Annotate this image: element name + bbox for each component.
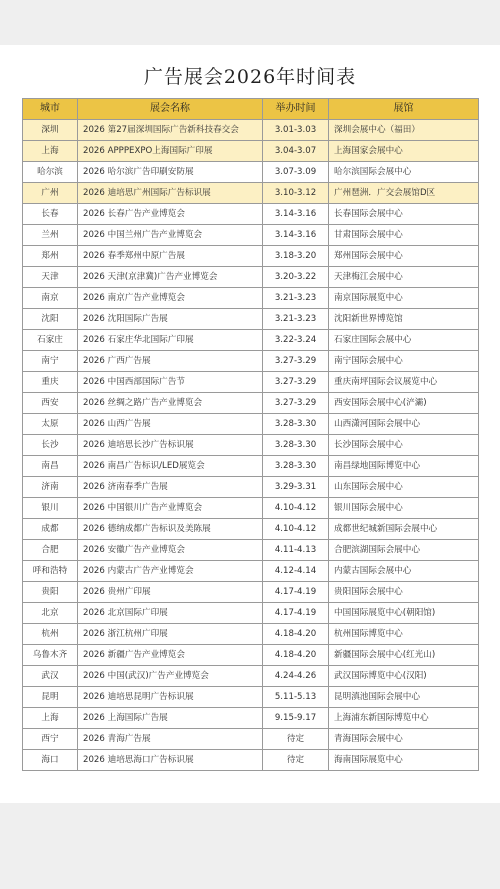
cell-venue: 长春国际会展中心 [329,204,479,225]
cell-city: 天津 [23,267,78,288]
cell-venue: 贵阳国际会展中心 [329,582,479,603]
cell-venue: 甘肃国际会展中心 [329,225,479,246]
cell-venue: 山西潇河国际会展中心 [329,414,479,435]
cell-city: 北京 [23,603,78,624]
table-row [23,393,479,414]
cell-venue: 青海国际会展中心 [329,729,479,750]
table-row [23,246,479,267]
cell-exhibition-name: 2026 广西广告展 [78,351,263,372]
cell-city: 石家庄 [23,330,78,351]
cell-exhibition-name: 2026 春季郑州中原广告展 [78,246,263,267]
cell-city: 成都 [23,519,78,540]
cell-venue: 西安国际会展中心(浐灞) [329,393,479,414]
table-row [23,120,479,141]
header-venue: 展馆 [329,99,479,120]
cell-venue: 海南国际展览中心 [329,750,479,771]
cell-exhibition-name: 2026 中国西部国际广告节 [78,372,263,393]
table-row [23,666,479,687]
cell-venue: 新疆国际会展中心(红光山) [329,645,479,666]
cell-exhibition-name: 2026 迪培思长沙广告标识展 [78,435,263,456]
cell-date: 3.29-3.31 [263,477,329,498]
table-row [23,267,479,288]
cell-exhibition-name: 2026 中国银川广告产业博览会 [78,498,263,519]
cell-city: 武汉 [23,666,78,687]
table-row [23,162,479,183]
table-row [23,477,479,498]
cell-city: 长沙 [23,435,78,456]
cell-exhibition-name: 2026 上海国际广告展 [78,708,263,729]
cell-venue: 银川国际会展中心 [329,498,479,519]
cell-venue: 中国国际展览中心(朝阳馆) [329,603,479,624]
table-row [23,330,479,351]
cell-date: 待定 [263,729,329,750]
cell-date: 4.10-4.12 [263,519,329,540]
cell-exhibition-name: 2026 丝绸之路广告产业博览会 [78,393,263,414]
table-row [23,603,479,624]
document-page [0,45,500,803]
cell-date: 3.28-3.30 [263,456,329,477]
cell-date: 9.15-9.17 [263,708,329,729]
cell-date: 4.17-4.19 [263,603,329,624]
cell-exhibition-name: 2026 内蒙古广告产业博览会 [78,561,263,582]
cell-venue: 长沙国际会展中心 [329,435,479,456]
cell-city: 哈尔滨 [23,162,78,183]
cell-city: 乌鲁木齐 [23,645,78,666]
cell-date: 待定 [263,750,329,771]
cell-date: 3.01-3.03 [263,120,329,141]
cell-date: 4.18-4.20 [263,624,329,645]
table-row [23,141,479,162]
cell-date: 3.14-3.16 [263,204,329,225]
cell-venue: 沈阳新世界博览馆 [329,309,479,330]
cell-venue: 广州琶洲．广交会展馆D区 [329,183,479,204]
table-row [23,687,479,708]
header-date: 举办时间 [263,99,329,120]
cell-city: 重庆 [23,372,78,393]
cell-city: 沈阳 [23,309,78,330]
cell-city: 南京 [23,288,78,309]
cell-city: 呼和浩特 [23,561,78,582]
cell-exhibition-name: 2026 安徽广告产业博览会 [78,540,263,561]
cell-exhibition-name: 2026 APPPEXPO上海国际广印展 [78,141,263,162]
cell-city: 西安 [23,393,78,414]
cell-city: 南昌 [23,456,78,477]
cell-exhibition-name: 2026 长春广告产业博览会 [78,204,263,225]
header-exhibition-name: 展会名称 [78,99,263,120]
cell-date: 4.10-4.12 [263,498,329,519]
cell-date: 3.28-3.30 [263,414,329,435]
cell-date: 4.18-4.20 [263,645,329,666]
schedule-table [22,98,479,771]
cell-city: 银川 [23,498,78,519]
cell-exhibition-name: 2026 中国(武汉)广告产业博览会 [78,666,263,687]
cell-venue: 昆明滇池国际会展中心 [329,687,479,708]
cell-city: 上海 [23,708,78,729]
cell-venue: 哈尔滨国际会展中心 [329,162,479,183]
cell-exhibition-name: 2026 南昌广告标识/LED展览会 [78,456,263,477]
table-row [23,309,479,330]
cell-city: 广州 [23,183,78,204]
table-row [23,645,479,666]
cell-date: 3.22-3.24 [263,330,329,351]
cell-exhibition-name: 2026 浙江杭州广印展 [78,624,263,645]
table-row [23,561,479,582]
cell-venue: 深圳会展中心（福田） [329,120,479,141]
table-row [23,540,479,561]
cell-exhibition-name: 2026 山西广告展 [78,414,263,435]
cell-exhibition-name: 2026 南京广告产业博览会 [78,288,263,309]
cell-date: 3.21-3.23 [263,309,329,330]
cell-city: 郑州 [23,246,78,267]
cell-venue: 石家庄国际会展中心 [329,330,479,351]
table-row [23,372,479,393]
cell-city: 合肥 [23,540,78,561]
cell-venue: 合肥滨湖国际会展中心 [329,540,479,561]
table-row [23,351,479,372]
cell-city: 深圳 [23,120,78,141]
cell-date: 5.11-5.13 [263,687,329,708]
cell-date: 3.10-3.12 [263,183,329,204]
cell-city: 昆明 [23,687,78,708]
cell-exhibition-name: 2026 德纳成都广告标识及美陈展 [78,519,263,540]
table-row [23,456,479,477]
table-row [23,414,479,435]
cell-exhibition-name: 2026 贵州广印展 [78,582,263,603]
cell-city: 上海 [23,141,78,162]
cell-venue: 南宁国际会展中心 [329,351,479,372]
cell-city: 济南 [23,477,78,498]
cell-venue: 重庆南坪国际会议展览中心 [329,372,479,393]
cell-city: 兰州 [23,225,78,246]
cell-exhibition-name: 2026 青海广告展 [78,729,263,750]
cell-venue: 上海浦东新国际博览中心 [329,708,479,729]
cell-venue: 成都世纪城新国际会展中心 [329,519,479,540]
cell-exhibition-name: 2026 中国兰州广告产业博览会 [78,225,263,246]
cell-exhibition-name: 2026 哈尔滨广告印刷安防展 [78,162,263,183]
cell-venue: 天津梅江会展中心 [329,267,479,288]
cell-city: 海口 [23,750,78,771]
cell-date: 3.21-3.23 [263,288,329,309]
cell-date: 3.18-3.20 [263,246,329,267]
cell-venue: 杭州国际博览中心 [329,624,479,645]
table-row [23,435,479,456]
cell-date: 3.14-3.16 [263,225,329,246]
cell-date: 4.17-4.19 [263,582,329,603]
cell-date: 4.11-4.13 [263,540,329,561]
cell-date: 3.07-3.09 [263,162,329,183]
cell-date: 3.04-3.07 [263,141,329,162]
cell-exhibition-name: 2026 第27届深圳国际广告新科技春交会 [78,120,263,141]
cell-exhibition-name: 2026 沈阳国际广告展 [78,309,263,330]
cell-city: 杭州 [23,624,78,645]
table-row [23,519,479,540]
cell-exhibition-name: 2026 石家庄华北国际广印展 [78,330,263,351]
cell-date: 4.12-4.14 [263,561,329,582]
header-city: 城市 [23,99,78,120]
cell-exhibition-name: 2026 迪培思广州国际广告标识展 [78,183,263,204]
cell-venue: 武汉国际博览中心(汉阳) [329,666,479,687]
cell-date: 4.24-4.26 [263,666,329,687]
cell-date: 3.27-3.29 [263,393,329,414]
cell-venue: 郑州国际会展中心 [329,246,479,267]
cell-exhibition-name: 2026 北京国际广印展 [78,603,263,624]
table-row [23,498,479,519]
cell-venue: 南昌绿地国际博览中心 [329,456,479,477]
table-row [23,288,479,309]
cell-venue: 上海国家会展中心 [329,141,479,162]
cell-exhibition-name: 2026 济南春季广告展 [78,477,263,498]
cell-exhibition-name: 2026 新疆广告产业博览会 [78,645,263,666]
cell-city: 西宁 [23,729,78,750]
table-row [23,750,479,771]
cell-date: 3.27-3.29 [263,372,329,393]
cell-exhibition-name: 2026 迪培思昆明广告标识展 [78,687,263,708]
cell-venue: 内蒙古国际会展中心 [329,561,479,582]
cell-city: 贵阳 [23,582,78,603]
table-row [23,729,479,750]
table-row [23,582,479,603]
table-row [23,225,479,246]
cell-city: 长春 [23,204,78,225]
cell-exhibition-name: 2026 天津(京津冀)广告产业博览会 [78,267,263,288]
cell-exhibition-name: 2026 迪培思海口广告标识展 [78,750,263,771]
table-row [23,624,479,645]
table-header-row [23,99,479,120]
cell-city: 南宁 [23,351,78,372]
page-title: 广告展会2026年时间表 [143,66,357,88]
cell-date: 3.27-3.29 [263,351,329,372]
table-row [23,204,479,225]
cell-city: 太原 [23,414,78,435]
cell-venue: 南京国际展览中心 [329,288,479,309]
table-row [23,708,479,729]
table-row [23,183,479,204]
cell-date: 3.28-3.30 [263,435,329,456]
cell-date: 3.20-3.22 [263,267,329,288]
cell-venue: 山东国际会展中心 [329,477,479,498]
